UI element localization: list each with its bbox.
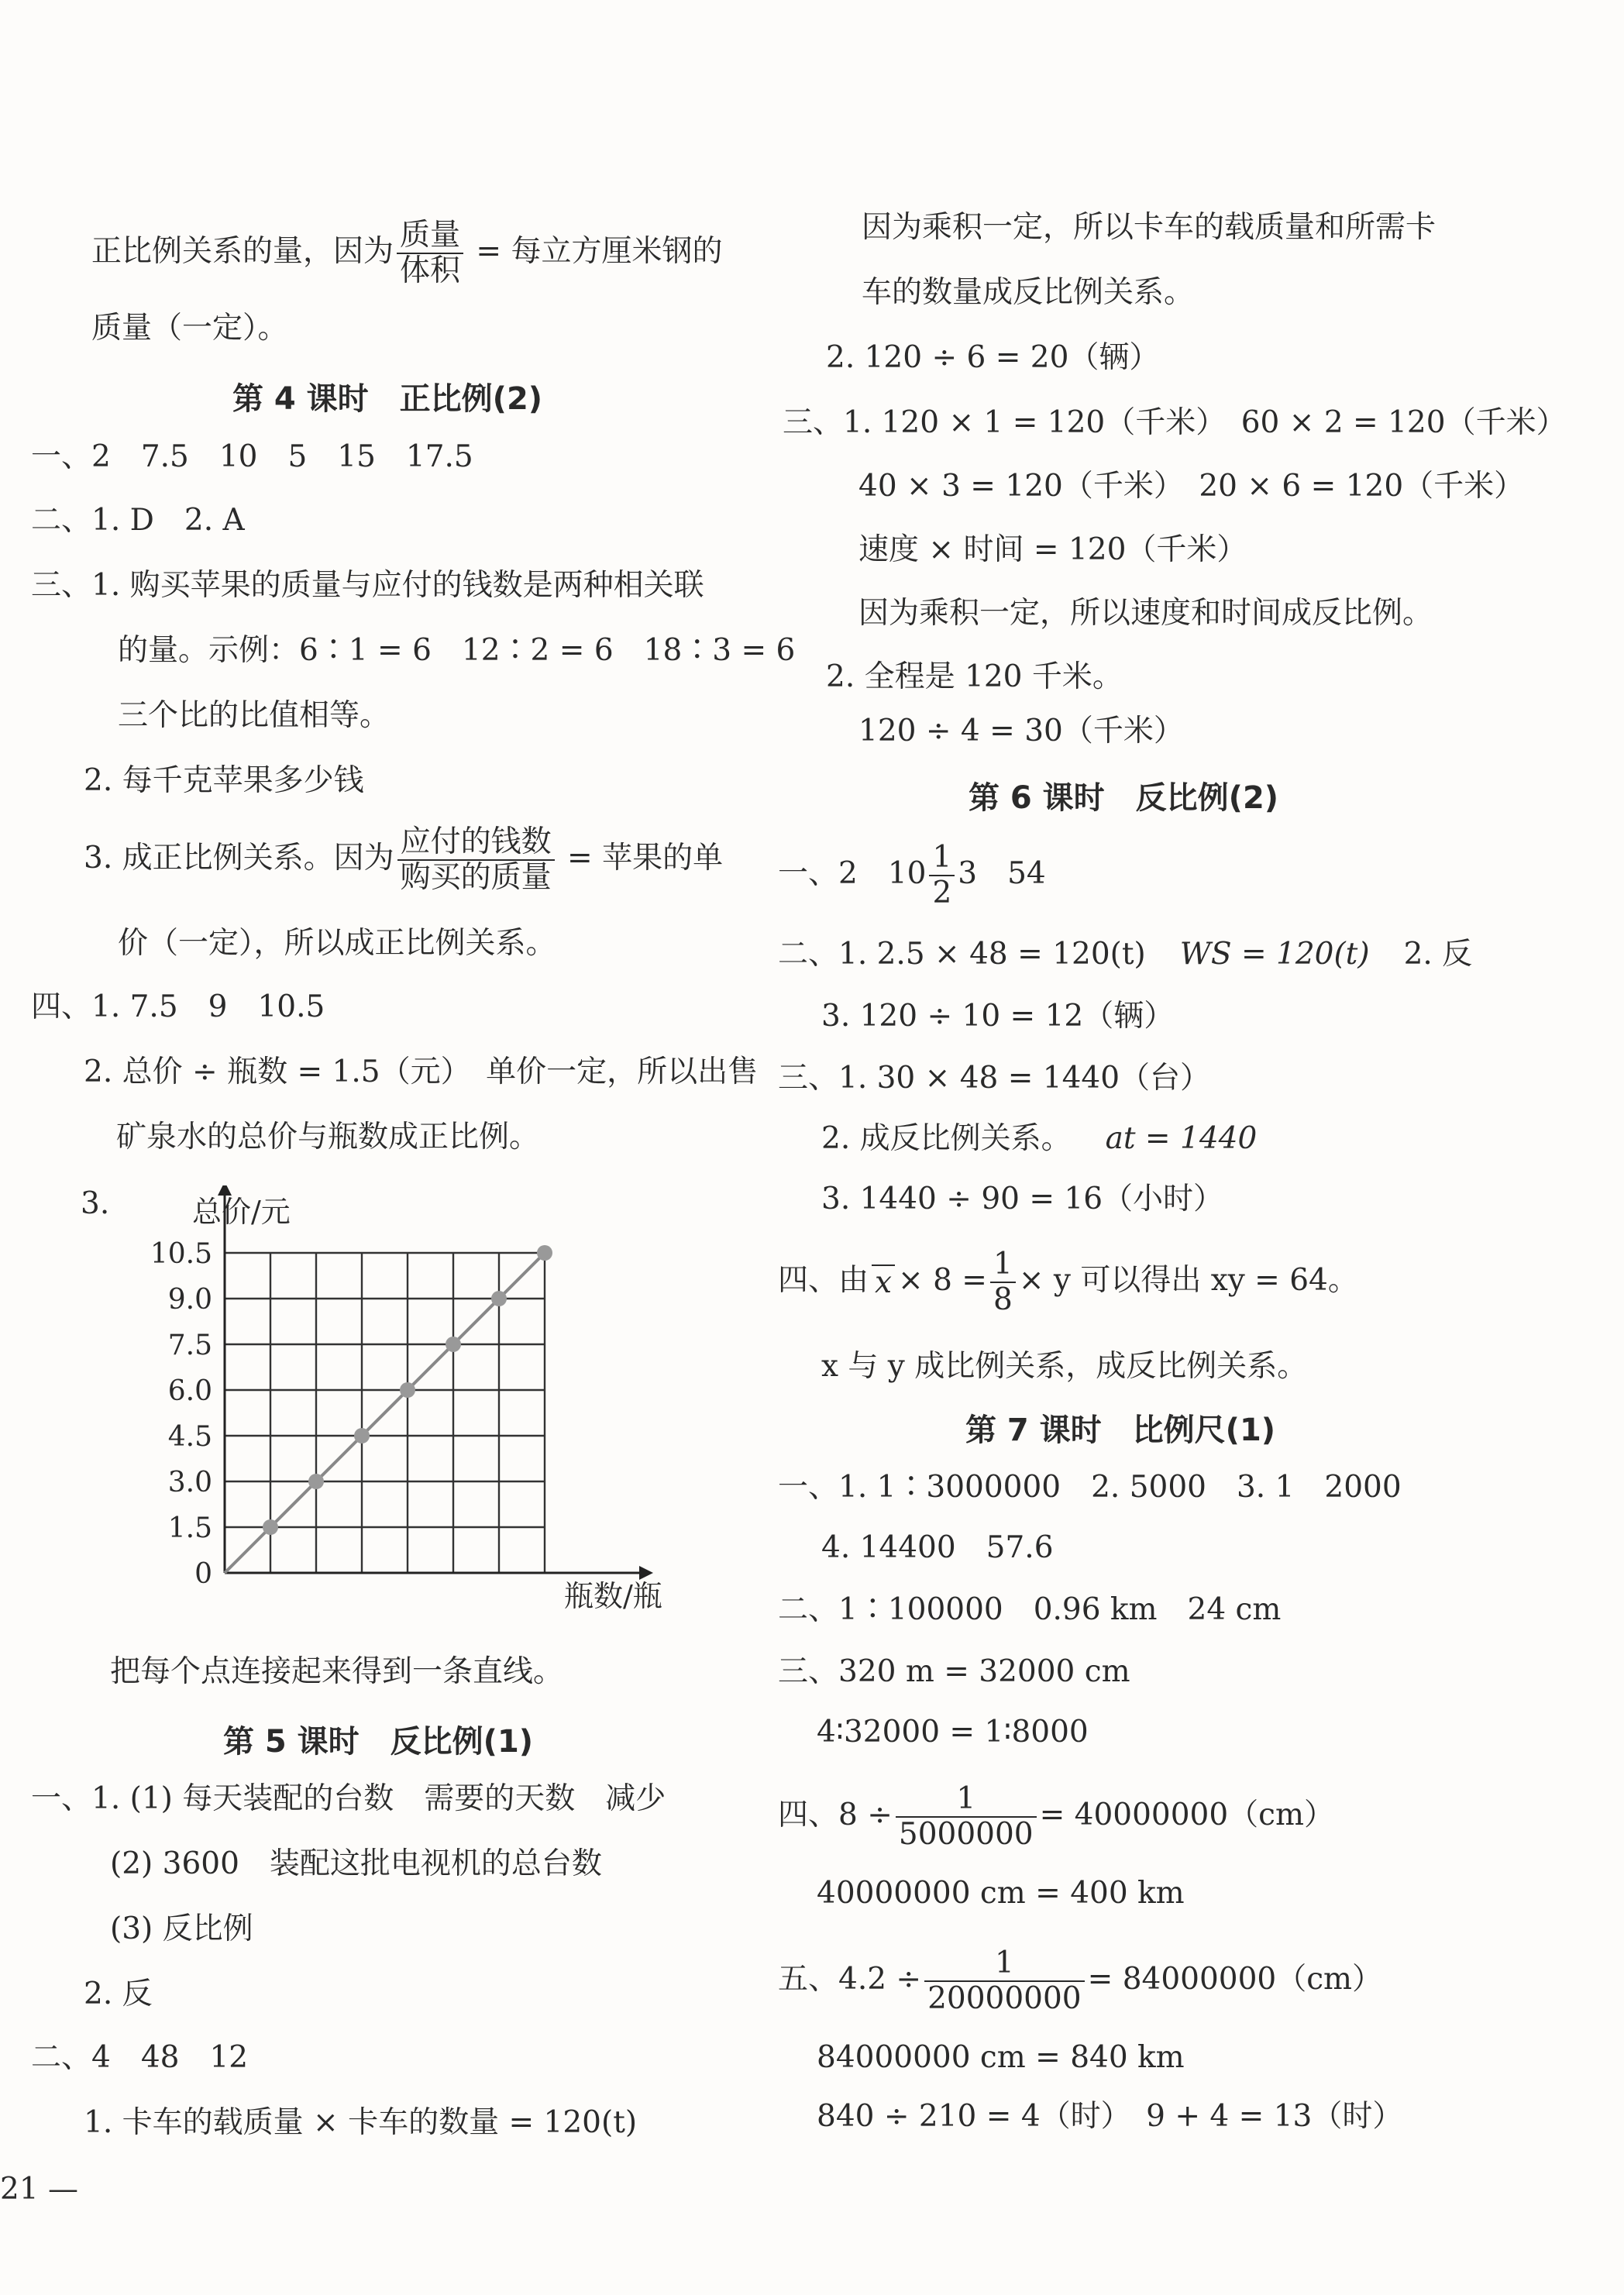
chart-x-label: 瓶数/瓶	[564, 1579, 662, 1613]
answer-3-3-cont: 价（一定），所以成正比例关系。	[118, 926, 556, 961]
y-tick-6.0: 6.0	[167, 1375, 212, 1407]
fraction-scale-20000000: $\frac{1}{20000000}$	[924, 1946, 1085, 2016]
data-point-7	[537, 1245, 552, 1261]
fraction-scale-5000000: $\frac{1}{5000000}$	[896, 1782, 1037, 1852]
r-line-1: 因为乘积一定，所以卡车的载质量和所需卡	[862, 210, 1436, 245]
answer-2: 二、1. D 2. A	[31, 503, 245, 538]
answer-3-1: 三、1. 购买苹果的质量与应付的钱数是两种相关联	[31, 568, 704, 603]
r-line-8: 2. 全程是 120 千米。	[826, 659, 1123, 694]
r6-answer-3-1: 三、1. 30 × 48 = 1440（台）	[778, 1061, 1211, 1096]
y-tick-10.5: 10.5	[150, 1238, 212, 1270]
data-point-5	[446, 1337, 461, 1352]
answer-5-b: 二、4 48 12	[31, 2040, 249, 2075]
r-line-9: 120 ÷ 4 = 30（千米）	[858, 714, 1184, 748]
y-tick-3.0: 3.0	[167, 1467, 212, 1498]
data-point-6	[491, 1291, 507, 1306]
y-tick-7.5: 7.5	[167, 1330, 212, 1361]
r7-answer-4-cont: 40000000 cm = 400 km	[817, 1876, 1185, 1911]
answer-1: 一、2 7.5 10 5 15 17.5	[31, 439, 473, 474]
y-tick-0: 0	[194, 1558, 212, 1590]
data-point-1	[263, 1519, 278, 1535]
data-point-2	[308, 1474, 324, 1489]
answer-3-1-cont2: 三个比的比值相等。	[118, 698, 391, 733]
fraction-mass-volume: $\frac{\text{质量}}{\text{体积}}$	[397, 218, 463, 288]
y-tick-9.0: 9.0	[167, 1284, 212, 1316]
r-line-3: 2. 120 ÷ 6 = 20（辆）	[826, 340, 1160, 375]
r-line-5: 40 × 3 = 120（千米） 20 × 6 = 120（千米）	[858, 469, 1525, 504]
y-tick-4.5: 4.5	[167, 1421, 212, 1453]
answer-4-3-label: 3.	[81, 1186, 110, 1221]
answer-3-3: 3. 成正比例关系。因为 $\frac{\text{应付的钱数}}{\text{购买的质量}}$ = 苹果的单	[84, 824, 724, 895]
answer-5-2: 2. 反	[84, 1977, 153, 2011]
r7-answer-5-cont2: 840 ÷ 210 = 4（时） 9 + 4 = 13（时）	[817, 2099, 1403, 2134]
r7-answer-5-cont: 84000000 cm = 840 km	[817, 2040, 1185, 2075]
r6-answer-4-cont: x 与 y 成比例关系，成反比例关系。	[821, 1349, 1308, 1384]
section-title-lesson-6: 第 6 课时 反比例(2)	[969, 780, 1279, 816]
chart-y-ticks	[150, 1238, 212, 1590]
r7-answer-4: 四、8 ÷ $\frac{1}{5000000}$ = 40000000（cm）	[778, 1781, 1334, 1852]
r-line-6: 速度 × 时间 = 120（千米）	[858, 532, 1247, 567]
r7-answer-2: 二、1∶100000 0.96 km 24 cm	[778, 1592, 1282, 1627]
price-bottles-chart	[108, 1185, 697, 1635]
r7-answer-3-cont: 4∶32000 = 1∶8000	[817, 1715, 1089, 1750]
answer-5-1-2: (2) 3600 装配这批电视机的总台数	[110, 1846, 602, 1881]
answer-5-1-1: 一、1. (1) 每天装配的台数 需要的天数 减少	[31, 1781, 666, 1816]
r6-answer-1: 一、2 10 $\frac{1}{2}$ 3 54	[778, 840, 1046, 910]
chart-y-label: 总价/元	[192, 1195, 291, 1229]
r6-answer-3-3: 3. 1440 ÷ 90 = 16（小时）	[821, 1182, 1224, 1216]
answer-3-2: 2. 每千克苹果多少钱	[84, 763, 364, 798]
y-tick-1.5: 1.5	[167, 1512, 212, 1544]
fraction-one-over-x: x	[872, 1264, 895, 1300]
r-line-4: 三、1. 120 × 1 = 120（千米） 60 × 2 = 120（千米）	[783, 405, 1567, 440]
section-title-lesson-4: 第 4 课时 正比例(2)	[232, 381, 543, 417]
data-point-4	[400, 1382, 415, 1398]
r7-answer-5: 五、4.2 ÷ $\frac{1}{20000000}$ = 84000000（cm）	[778, 1946, 1383, 2016]
r6-answer-2-3: 3. 120 ÷ 10 = 12（辆）	[821, 999, 1175, 1034]
answer-3-1-cont: 的量。示例：6∶1 = 6 12∶2 = 6 18∶3 = 6	[118, 633, 796, 668]
r-line-7: 因为乘积一定，所以速度和时间成反比例。	[858, 596, 1433, 631]
r6-answer-3-2: 2. 成反比例关系。 at = 1440	[821, 1121, 1258, 1156]
line-l2: 质量（一定）。	[91, 311, 288, 346]
r6-answer-4: 四、由 x × 8 = $\frac{1}{8}$ × y 可以得出 xy = 64。	[778, 1247, 1358, 1317]
answer-4-3-text: 把每个点连接起来得到一条直线。	[110, 1654, 564, 1689]
section-title-lesson-5: 第 5 课时 反比例(1)	[223, 1724, 534, 1760]
chart-axes	[218, 1185, 653, 1580]
answer-4-2: 2. 总价 ÷ 瓶数 = 1.5（元） 单价一定，所以出售	[84, 1055, 759, 1089]
line-l1: 正比例关系的量，因为 $\frac{\text{质量}}{\text{体积}}$ = 每立方厘米钢的	[91, 218, 723, 288]
answer-5-b-1: 1. 卡车的载质量 × 卡车的数量 = 120(t)	[84, 2105, 638, 2140]
r7-answer-3: 三、320 m = 32000 cm	[778, 1654, 1130, 1689]
r7-answer-1-4: 4. 14400 57.6	[821, 1530, 1054, 1565]
r6-answer-2: 二、1. 2.5 × 48 = 120(t) WS = 120(t) 2. 反	[778, 937, 1473, 972]
fraction-price-mass: $\frac{\text{应付的钱数}}{\text{购买的质量}}$	[397, 825, 555, 895]
r-line-2: 车的数量成反比例关系。	[862, 275, 1195, 310]
r7-answer-1: 一、1. 1∶3000000 2. 5000 3. 1 2000	[778, 1470, 1402, 1505]
answer-4-2-cont: 矿泉水的总价与瓶数成正比例。	[116, 1120, 540, 1154]
page-number: 21 —	[0, 2172, 79, 2207]
fraction-one-half: $\frac{1}{2}$	[929, 841, 955, 910]
answer-5-1-3: (3) 反比例	[110, 1911, 253, 1946]
answer-4-1: 四、1. 7.5 9 10.5	[31, 989, 325, 1024]
section-title-lesson-7: 第 7 课时 比例尺(1)	[965, 1412, 1276, 1448]
data-point-3	[354, 1428, 370, 1443]
fraction-one-eighth: $\frac{1}{8}$	[990, 1247, 1016, 1317]
